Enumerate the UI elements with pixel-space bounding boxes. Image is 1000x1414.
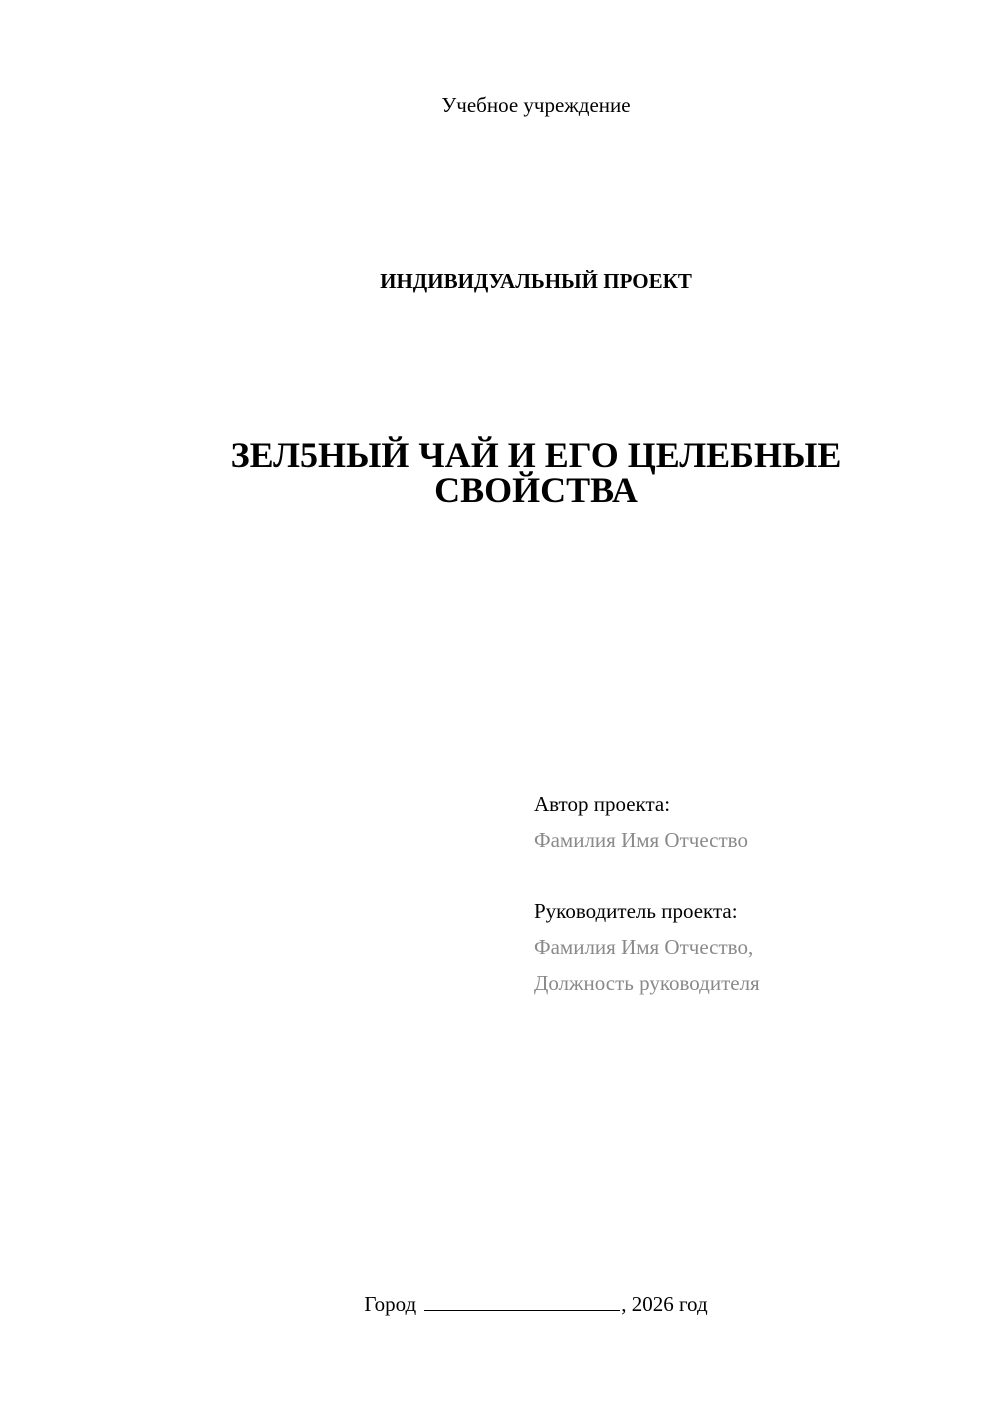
author-name: Фамилия Имя Отчество bbox=[534, 828, 748, 852]
supervisor-block bbox=[534, 893, 760, 1001]
supervisor-name: Фамилия Имя Отчество, bbox=[534, 935, 754, 959]
city-year-line bbox=[0, 1288, 1000, 1320]
city-blank-line bbox=[424, 1290, 620, 1311]
city-label: Город bbox=[364, 1292, 417, 1316]
project-title-line-1: ЗЕЛ5НЫЙ ЧАЙ И ЕГО ЦЕЛЕБНЫЕ bbox=[230, 435, 842, 475]
project-title-line-2: СВОЙСТВА bbox=[434, 470, 638, 510]
supervisor-label: Руководитель проекта: bbox=[534, 899, 738, 923]
project-type-heading: ИНДИВИДУАЛЬНЫЙ ПРОЕКТ bbox=[380, 269, 692, 293]
year-text: , 2026 год bbox=[621, 1292, 708, 1316]
author-block bbox=[534, 786, 748, 858]
institution-name: Учебное учреждение bbox=[441, 93, 631, 117]
author-label: Автор проекта: bbox=[534, 792, 671, 816]
project-title bbox=[0, 435, 1000, 510]
supervisor-position: Должность руководителя bbox=[534, 971, 760, 995]
